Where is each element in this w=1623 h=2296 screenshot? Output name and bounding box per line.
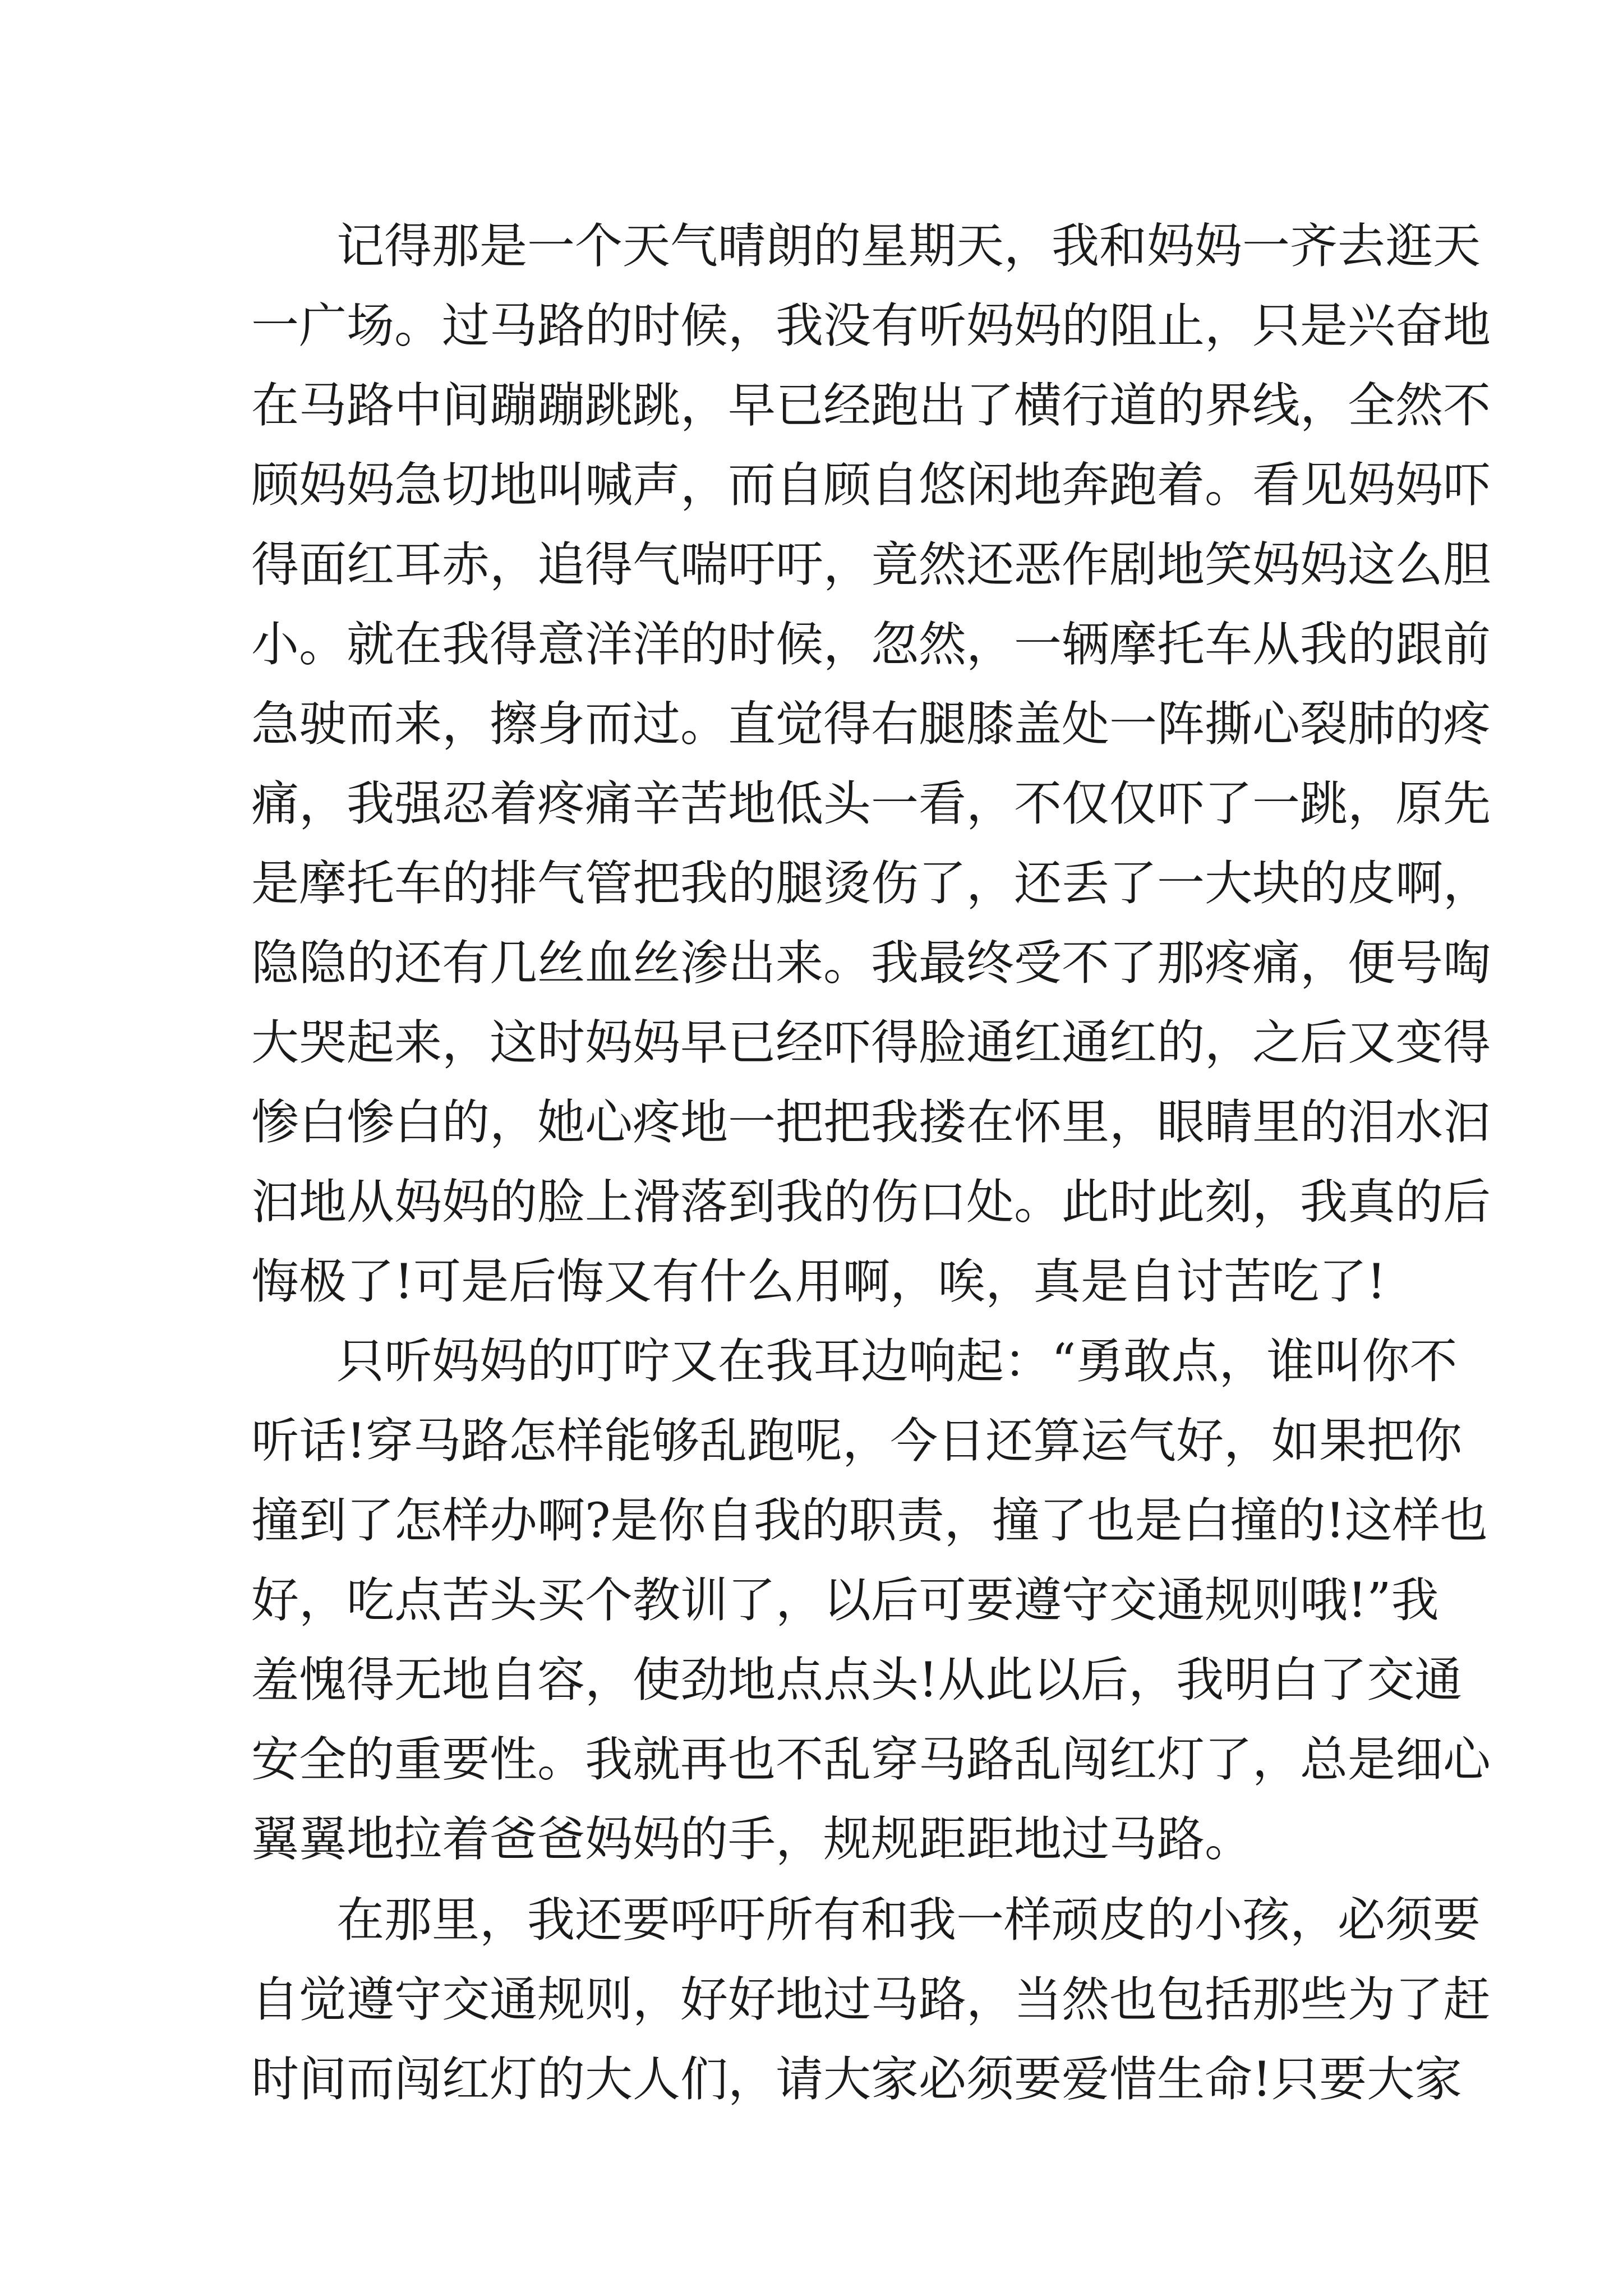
text-line: 汩地从妈妈的脸上滑落到我的伤口处。此时此刻，我真的后 [251,1175,1491,1230]
text-line: 听话!穿马路怎样能够乱跑呢，今日还算运气好，如果把你 [251,1414,1463,1469]
text-line: 一广场。过马路的时候，我没有听妈妈的阻止，只是兴奋地 [251,298,1491,354]
text-line: 痛，我强忍着疼痛辛苦地低头一看，不仅仅吓了一跳，原先 [251,776,1491,832]
text-line: 撞到了怎样办啊?是你自我的职责，撞了也是白撞的!这样也 [251,1493,1488,1549]
text-line: 安全的重要性。我就再也不乱穿马路乱闯红灯了，总是细心 [251,1732,1491,1788]
text-line: 自觉遵守交通规则，好好地过马路，当然也包括那些为了赶 [251,1972,1491,2028]
text-line: 小。就在我得意洋洋的时候，忽然，一辆摩托车从我的跟前 [251,617,1491,673]
text-line: 翼翼地拉着爸爸妈妈的手，规规距距地过马路。 [251,1812,1253,1867]
text-line: 悔极了!可是后悔又有什么用啊，唉，真是自讨苦吃了! [251,1254,1386,1310]
text-line: 是摩托车的排气管把我的腿烫伤了，还丢了一大块的皮啊， [251,856,1491,912]
text-line: 好，吃点苦头买个教训了，以后可要遵守交通规则哦!”我 [251,1573,1439,1628]
text-line: 记得那是一个天气晴朗的星期天，我和妈妈一齐去逛天 [336,219,1481,274]
text-line: 得面红耳赤，追得气喘吁吁，竟然还恶作剧地笑妈妈这么胆 [251,537,1491,593]
text-line: 在马路中间蹦蹦跳跳，早已经跑出了横行道的界线，全然不 [251,378,1491,434]
text-line: 隐隐的还有几丝血丝渗出来。我最终受不了那疼痛，便号啕 [251,936,1491,991]
text-line: 时间而闯红灯的大人们，请大家必须要爱惜生命!只要大家 [251,2052,1463,2108]
text-line: 顾妈妈急切地叫喊声，而自顾自悠闲地奔跑着。看见妈妈吓 [251,458,1491,513]
text-line: 在那里，我还要呼吁所有和我一样顽皮的小孩，必须要 [336,1893,1481,1948]
text-line: 羞愧得无地自容，使劲地点点头!从此以后，我明白了交通 [251,1653,1463,1708]
text-line: 大哭起来，这时妈妈早已经吓得脸通红通红的，之后又变得 [251,1015,1491,1071]
text-line: 急驶而来，擦身而过。直觉得右腿膝盖处一阵撕心裂肺的疼 [251,697,1491,752]
text-line: 惨白惨白的，她心疼地一把把我搂在怀里，眼睛里的泪水汩 [251,1095,1491,1151]
text-line: 只听妈妈的叮咛又在我耳边响起：“勇敢点，谁叫你不 [336,1334,1458,1389]
